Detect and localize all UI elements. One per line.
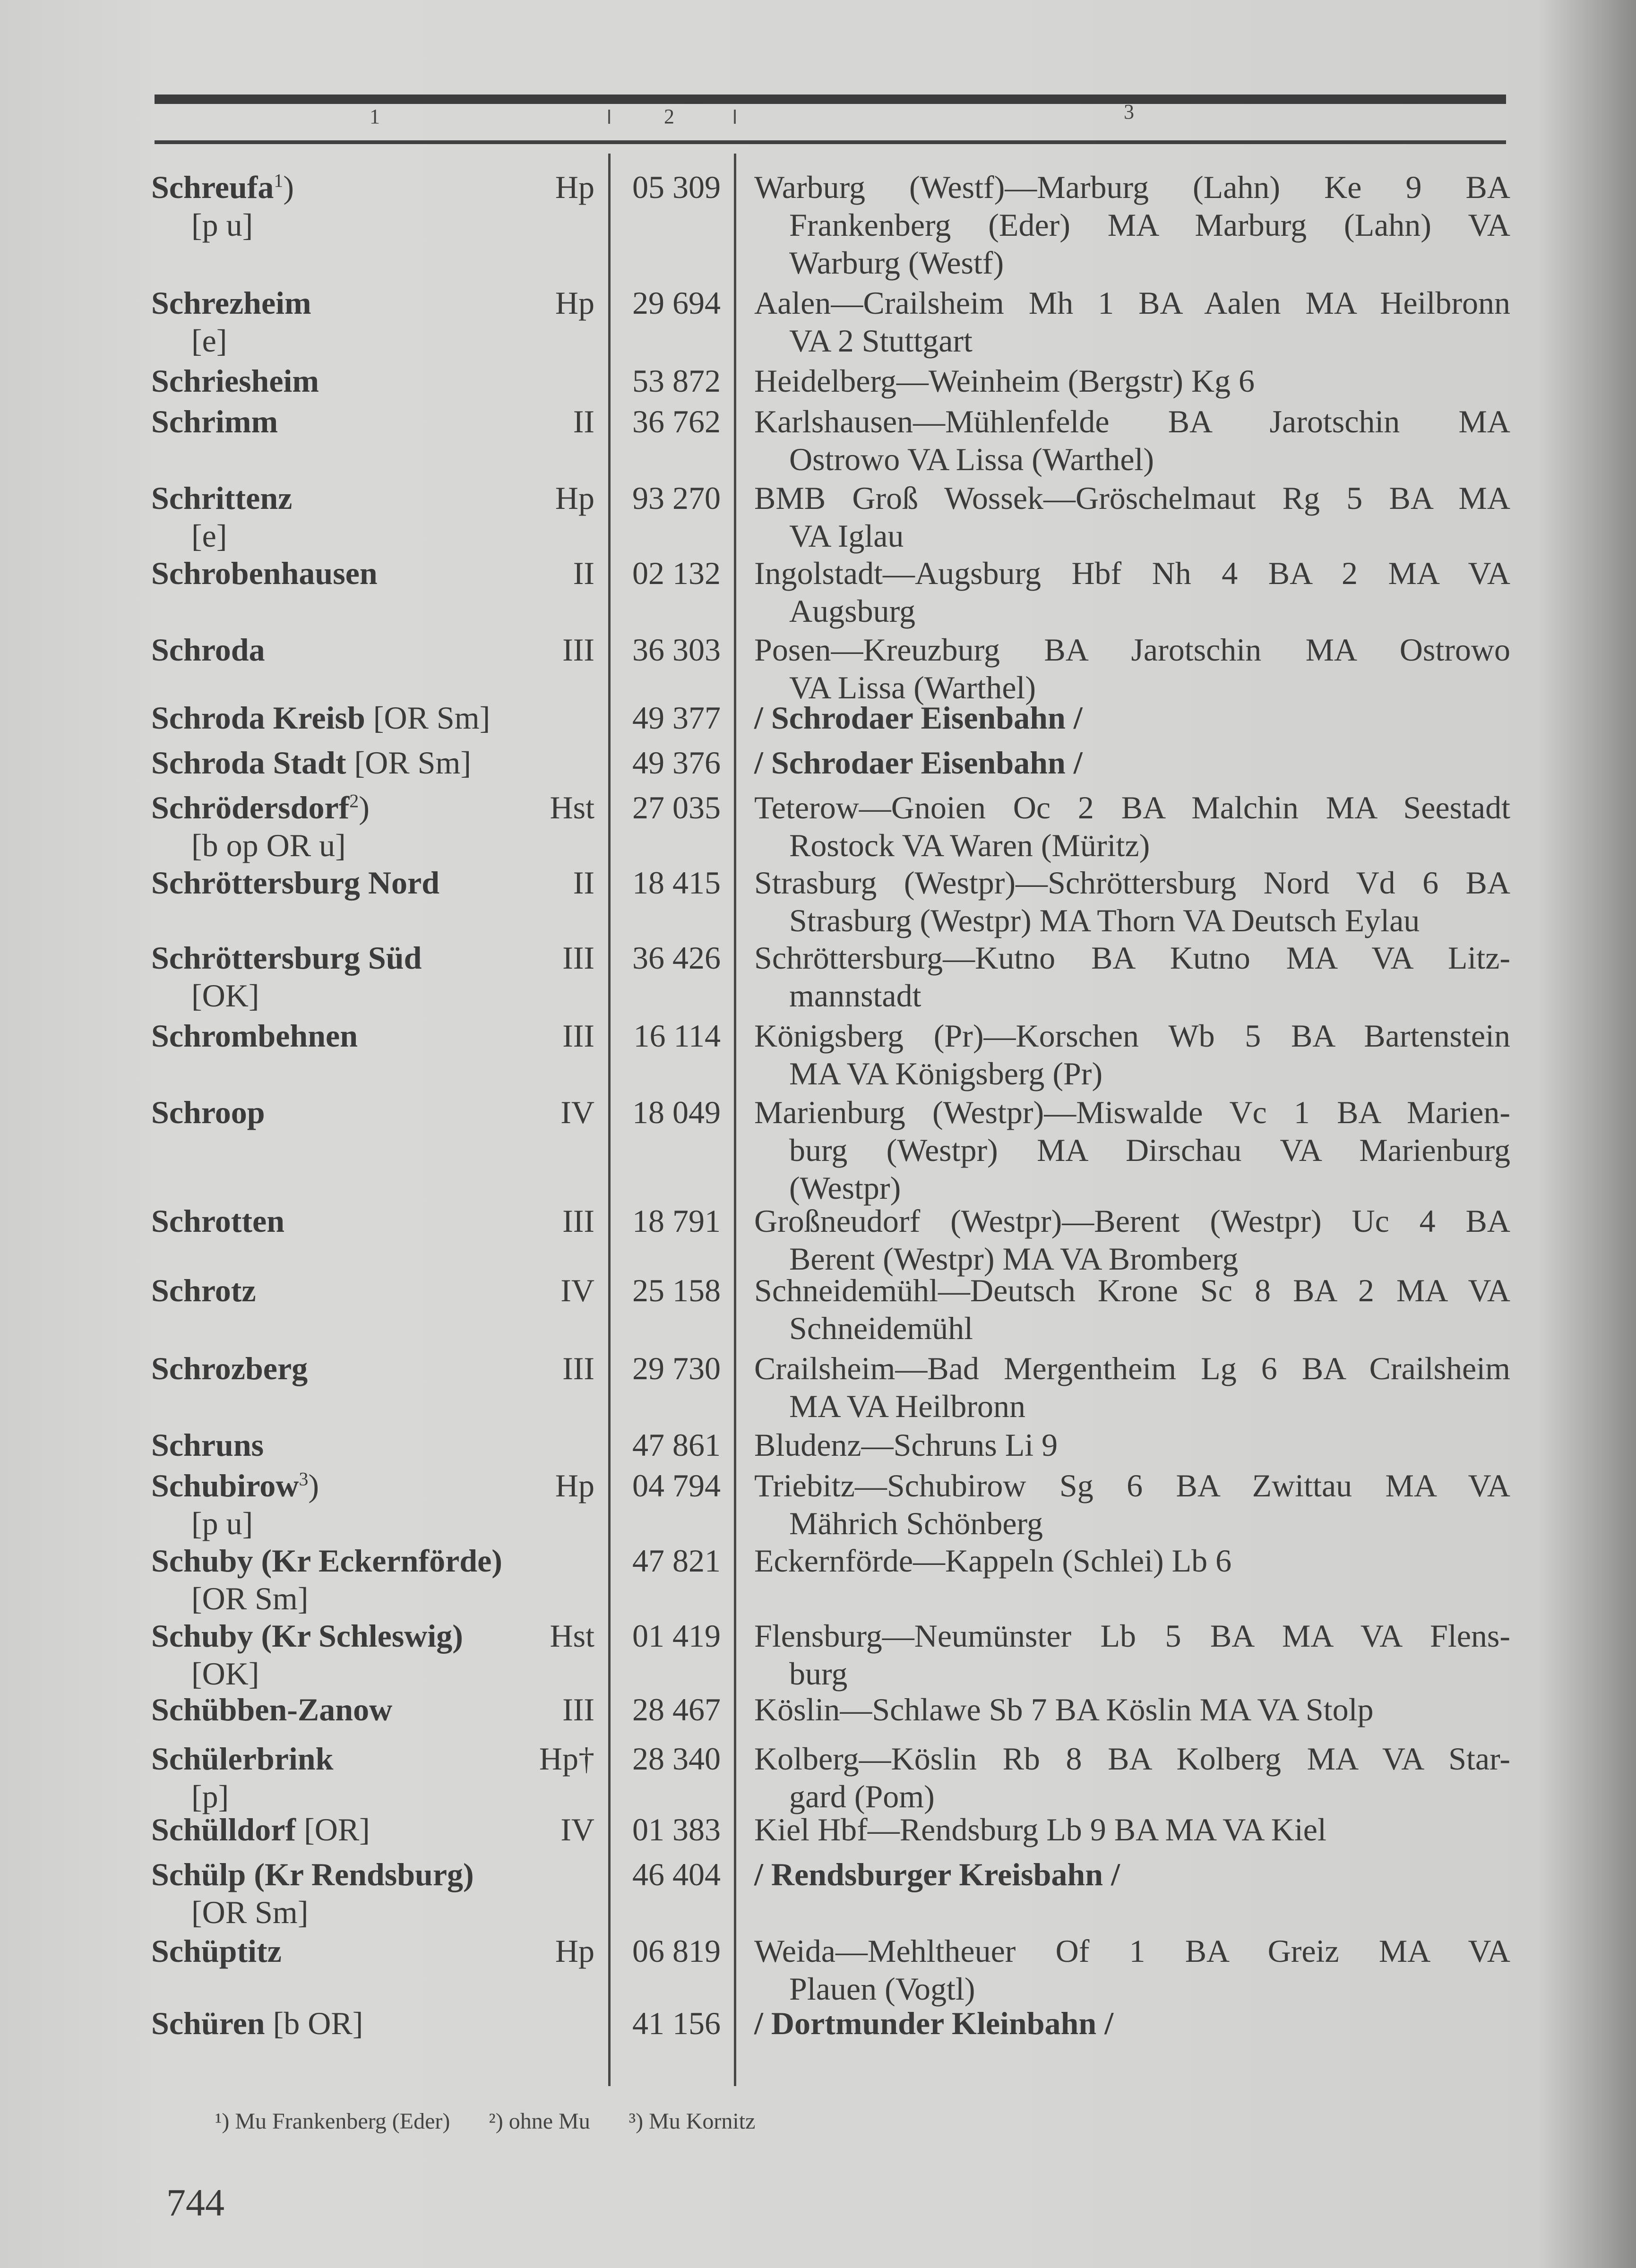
station-note: [b OR] (273, 2005, 363, 2041)
station-class: II (573, 555, 594, 591)
route-description (754, 554, 1510, 630)
station-name-cell (151, 1856, 624, 1931)
description-line: Warburg (Westf)—Marburg (Lahn) Ke 9 BA (754, 169, 1510, 205)
station-number: 36 303 (632, 632, 721, 668)
description-line: Weida—Mehltheuer Of 1 BA Greiz MA VA (754, 1933, 1510, 1969)
description-line: Warburg (Westf) (789, 245, 1004, 281)
station-name: Schroop (151, 1094, 265, 1130)
route-description (754, 939, 1510, 1014)
station-number: 18 791 (632, 1203, 721, 1239)
description-line: Flensburg—Neumünster Lb 5 BA MA VA Flens- (754, 1618, 1510, 1654)
station-number: 25 158 (632, 1272, 721, 1308)
station-name-cell (151, 939, 624, 1014)
column-divider-2 (734, 154, 736, 2086)
description-line: Frankenberg (Eder) MA Marburg (Lahn) VA (789, 207, 1510, 243)
station-name-cell (151, 1093, 624, 1131)
description-line: Schneidemühl—Deutsch Krone Sc 8 BA 2 MA VA (754, 1272, 1510, 1308)
station-name-cell (151, 1691, 624, 1728)
route-description (754, 1093, 1510, 1207)
station-name-cell (151, 362, 624, 400)
station-name-cell (151, 403, 624, 440)
station-note: [OK] (191, 1656, 259, 1692)
station-number: 49 376 (632, 745, 721, 781)
station-number: 01 419 (632, 1618, 721, 1654)
station-name: Schroda Kreisb (151, 700, 365, 736)
station-number: 28 340 (632, 1741, 721, 1777)
description-line: / Schrodaer Eisenbahn / (754, 700, 1083, 736)
station-name-cell (151, 1426, 624, 1464)
station-note: [e] (191, 323, 227, 359)
description-line: BMB Groß Wossek—Gröschelmaut Rg 5 BA MA (754, 480, 1510, 516)
description-line: Teterow—Gnoien Oc 2 BA Malchin MA Seestadt (754, 790, 1510, 825)
description-line: MA VA Heilbronn (789, 1388, 1026, 1424)
station-note: [e] (191, 518, 227, 554)
footnote-3: ³) Mu Kornitz (629, 2109, 756, 2134)
station-number: 29 694 (632, 285, 721, 321)
route-description (754, 1467, 1510, 1542)
description-line: Posen—Kreuzburg BA Jarotschin MA Ostrowo (754, 632, 1510, 668)
table-top-rule (155, 94, 1506, 104)
station-number: 47 821 (632, 1543, 721, 1579)
station-name: Schrezheim (151, 285, 311, 321)
station-name: Schülldorf (151, 1812, 296, 1847)
page-number: 744 (166, 2181, 224, 2224)
description-line: VA 2 Stuttgart (789, 323, 973, 359)
station-name: Schuby (Kr Schleswig) (151, 1618, 463, 1654)
station-number: 29 730 (632, 1350, 721, 1386)
station-name-cell (151, 1349, 624, 1387)
station-name: Schriesheim (151, 363, 319, 399)
description-line: burg (789, 1656, 848, 1692)
station-name: Schruns (151, 1427, 264, 1463)
station-name: Schrimm (151, 404, 278, 439)
description-line: / Dortmunder Kleinbahn / (754, 2005, 1114, 2041)
route-description (754, 1691, 1510, 1728)
station-name-cell (151, 1932, 624, 1970)
station-number: 36 426 (632, 940, 721, 976)
station-class: II (573, 865, 594, 901)
station-name: Schrödersdorf (151, 790, 350, 825)
description-line: Rostock VA Waren (Müritz) (789, 827, 1150, 863)
station-note: [OR Sm] (191, 1894, 309, 1930)
station-note: [OR Sm] (354, 745, 471, 781)
description-line: / Schrodaer Eisenbahn / (754, 745, 1083, 781)
route-description (754, 631, 1510, 706)
station-note: [b op OR u] (191, 827, 346, 863)
table-header-rule (155, 140, 1506, 144)
description-line: Kolberg—Köslin Rb 8 BA Kolberg MA VA Star- (754, 1741, 1510, 1777)
description-line: Ingolstadt—Augsburg Hbf Nh 4 BA 2 MA VA (754, 555, 1510, 591)
route-description (754, 403, 1510, 478)
station-number: 28 467 (632, 1692, 721, 1727)
column-header-2: 2 (664, 105, 674, 128)
station-name-cell (151, 699, 624, 737)
station-number: 01 383 (632, 1812, 721, 1847)
description-line: gard (Pom) (789, 1778, 935, 1814)
route-description (754, 1811, 1510, 1848)
description-line: Schröttersburg—Kutno BA Kutno MA VA Litz- (754, 940, 1510, 976)
description-line: Köslin—Schlawe Sb 7 BA Köslin MA VA Stolp (754, 1692, 1374, 1727)
route-description (754, 789, 1510, 864)
station-name-cell (151, 284, 624, 360)
description-line: VA Lissa (Warthel) (789, 670, 1036, 705)
station-class: III (562, 1018, 594, 1054)
station-name-cell (151, 1017, 624, 1055)
description-line: Kiel Hbf—Rendsburg Lb 9 BA MA VA Kiel (754, 1812, 1326, 1847)
station-number: 53 872 (632, 363, 721, 399)
description-line: Königsberg (Pr)—Korschen Wb 5 BA Bartenstein (754, 1018, 1510, 1054)
station-class: III (562, 1350, 594, 1386)
station-name: Schroda Stadt (151, 745, 346, 781)
station-class: IV (560, 1272, 594, 1308)
header-divider-tick (734, 110, 736, 124)
description-line: Augsburg (789, 593, 915, 629)
route-description (754, 744, 1510, 782)
description-line: Crailsheim—Bad Mergentheim Lg 6 BA Crailsheim (754, 1350, 1510, 1386)
station-name: Schreufa (151, 169, 274, 205)
description-line: (Westpr) (789, 1170, 901, 1206)
station-name-cell (151, 631, 624, 669)
station-name: Schübben-Zanow (151, 1692, 393, 1727)
description-line: Ostrowo VA Lissa (Warthel) (789, 441, 1154, 477)
description-line: VA Iglau (789, 518, 904, 554)
route-description (754, 1017, 1510, 1092)
description-line: Berent (Westpr) MA VA Bromberg (789, 1241, 1239, 1277)
station-note: [p] (191, 1778, 229, 1814)
station-class: Hp (555, 285, 594, 321)
route-description (754, 362, 1510, 400)
station-name: Schülp (Kr Rendsburg) (151, 1856, 474, 1892)
station-number: 47 861 (632, 1427, 721, 1463)
column-header-1: 1 (370, 105, 380, 128)
station-class: III (562, 632, 594, 668)
description-line: burg (Westpr) MA Dirschau VA Marienburg (789, 1132, 1510, 1168)
station-number: 18 415 (632, 865, 721, 901)
station-number: 04 794 (632, 1468, 721, 1503)
station-number: 06 819 (632, 1933, 721, 1969)
description-line: Großneudorf (Westpr)—Berent (Westpr) Uc 4 BA (754, 1203, 1510, 1239)
station-name-cell (151, 554, 624, 592)
route-description (754, 1740, 1510, 1815)
station-name-cell (151, 479, 624, 555)
station-number: 05 309 (632, 169, 721, 205)
station-note: [OR Sm] (191, 1581, 309, 1616)
station-name-cell (151, 1542, 624, 1617)
route-description (754, 864, 1510, 939)
station-name: Schülerbrink (151, 1741, 334, 1777)
route-description (754, 1617, 1510, 1692)
station-name-cell (151, 744, 624, 782)
station-name-cell (151, 1811, 624, 1848)
route-description (754, 284, 1510, 360)
station-number: 49 377 (632, 700, 721, 736)
route-description (754, 1426, 1510, 1464)
station-note: [OR Sm] (373, 700, 491, 736)
station-name: Schubirow (151, 1468, 299, 1503)
station-name-cell: Schrödersdorf$^2$) [b op OR u] (151, 789, 624, 864)
station-number: 18 049 (632, 1094, 721, 1130)
station-number: 02 132 (632, 555, 721, 591)
station-class: Hp (555, 1933, 594, 1969)
station-name: Schrotten (151, 1203, 285, 1239)
station-name: Schuby (Kr Eckernförde) (151, 1543, 502, 1579)
station-name: Schüptitz (151, 1933, 282, 1969)
route-description (754, 1542, 1510, 1580)
station-name: Schrombehnen (151, 1018, 358, 1054)
description-line: Mährich Schönberg (789, 1505, 1043, 1541)
station-name-cell (151, 1202, 624, 1240)
station-name: Schrozberg (151, 1350, 308, 1386)
station-name: Schroda (151, 632, 265, 668)
route-description (754, 1271, 1510, 1347)
footnote-ref: 1 (274, 170, 284, 191)
station-number: 93 270 (632, 480, 721, 516)
route-description (754, 1932, 1510, 2008)
footnote-ref: 2 (349, 790, 359, 812)
station-name: Schröttersburg Nord (151, 865, 440, 901)
description-line: Aalen—Crailsheim Mh 1 BA Aalen MA Heilbronn (754, 285, 1510, 321)
description-line: Eckernförde—Kappeln (Schlei) Lb 6 (754, 1543, 1232, 1579)
route-description (754, 1856, 1510, 1893)
description-line: Bludenz—Schruns Li 9 (754, 1427, 1058, 1463)
station-number: 27 035 (632, 790, 721, 825)
station-class: Hst (550, 790, 594, 825)
station-class: Hp (555, 1468, 594, 1503)
station-note: [OK] (191, 978, 259, 1014)
description-line: / Rendsburger Kreisbahn / (754, 1856, 1120, 1892)
footnote-2: ²) ohne Mu (489, 2109, 590, 2134)
station-class: III (562, 940, 594, 976)
station-number: 36 762 (632, 404, 721, 439)
description-line: Heidelberg—Weinheim (Bergstr) Kg 6 (754, 363, 1255, 399)
station-note: [p u] (191, 1505, 253, 1541)
route-description (754, 1349, 1510, 1425)
footnotes (215, 2108, 788, 2134)
station-name: Schrittenz (151, 480, 293, 516)
description-line: Strasburg (Westpr)—Schröttersburg Nord Vd 6 BA (754, 865, 1510, 901)
description-line: Schneidemühl (789, 1310, 973, 1346)
station-name-cell: Schubirow$^3$) [p u] (151, 1467, 624, 1542)
station-class: Hst (550, 1618, 594, 1654)
description-line: MA VA Königsberg (Pr) (789, 1056, 1103, 1091)
footnote-ref: 3 (299, 1468, 309, 1490)
description-line: Plauen (Vogtl) (789, 1971, 975, 2007)
station-name: Schrotz (151, 1272, 256, 1308)
station-class: IV (560, 1094, 594, 1130)
route-description (754, 168, 1510, 282)
station-name: Schröttersburg Süd (151, 940, 422, 976)
station-name-cell (151, 2004, 624, 2042)
description-line: Marienburg (Westpr)—Miswalde Vc 1 BA Marien- (754, 1094, 1510, 1130)
header-divider-tick (608, 110, 610, 124)
station-class: III (562, 1692, 594, 1727)
station-class: II (573, 404, 594, 439)
column-header-3: 3 (1124, 100, 1134, 123)
station-class: IV (560, 1812, 594, 1847)
station-name: Schüren (151, 2005, 265, 2041)
station-number: 41 156 (632, 2005, 721, 2041)
station-number: 46 404 (632, 1856, 721, 1892)
description-line: mannstadt (789, 978, 921, 1014)
route-description (754, 699, 1510, 737)
route-description (754, 1202, 1510, 1278)
station-class: Hp (555, 480, 594, 516)
station-class: III (562, 1203, 594, 1239)
route-description (754, 479, 1510, 555)
station-name-cell: Schreufa$^1$) [p u] (151, 168, 624, 244)
station-class: Hp (555, 169, 594, 205)
description-line: Strasburg (Westpr) MA Thorn VA Deutsch Eylau (789, 902, 1420, 938)
station-number: 16 114 (633, 1018, 721, 1054)
station-name-cell (151, 1271, 624, 1309)
station-name-cell (151, 864, 624, 902)
description-line: Karlshausen—Mühlenfelde BA Jarotschin MA (754, 404, 1510, 439)
route-description (754, 2004, 1510, 2042)
station-name: Schrobenhausen (151, 555, 378, 591)
description-line: Triebitz—Schubirow Sg 6 BA Zwittau MA VA (754, 1468, 1510, 1503)
station-note: [OR] (304, 1812, 370, 1847)
station-note: [p u] (191, 207, 253, 243)
station-class: Hp† (539, 1741, 594, 1777)
footnote-1: ¹) Mu Frankenberg (Eder) (215, 2109, 450, 2134)
